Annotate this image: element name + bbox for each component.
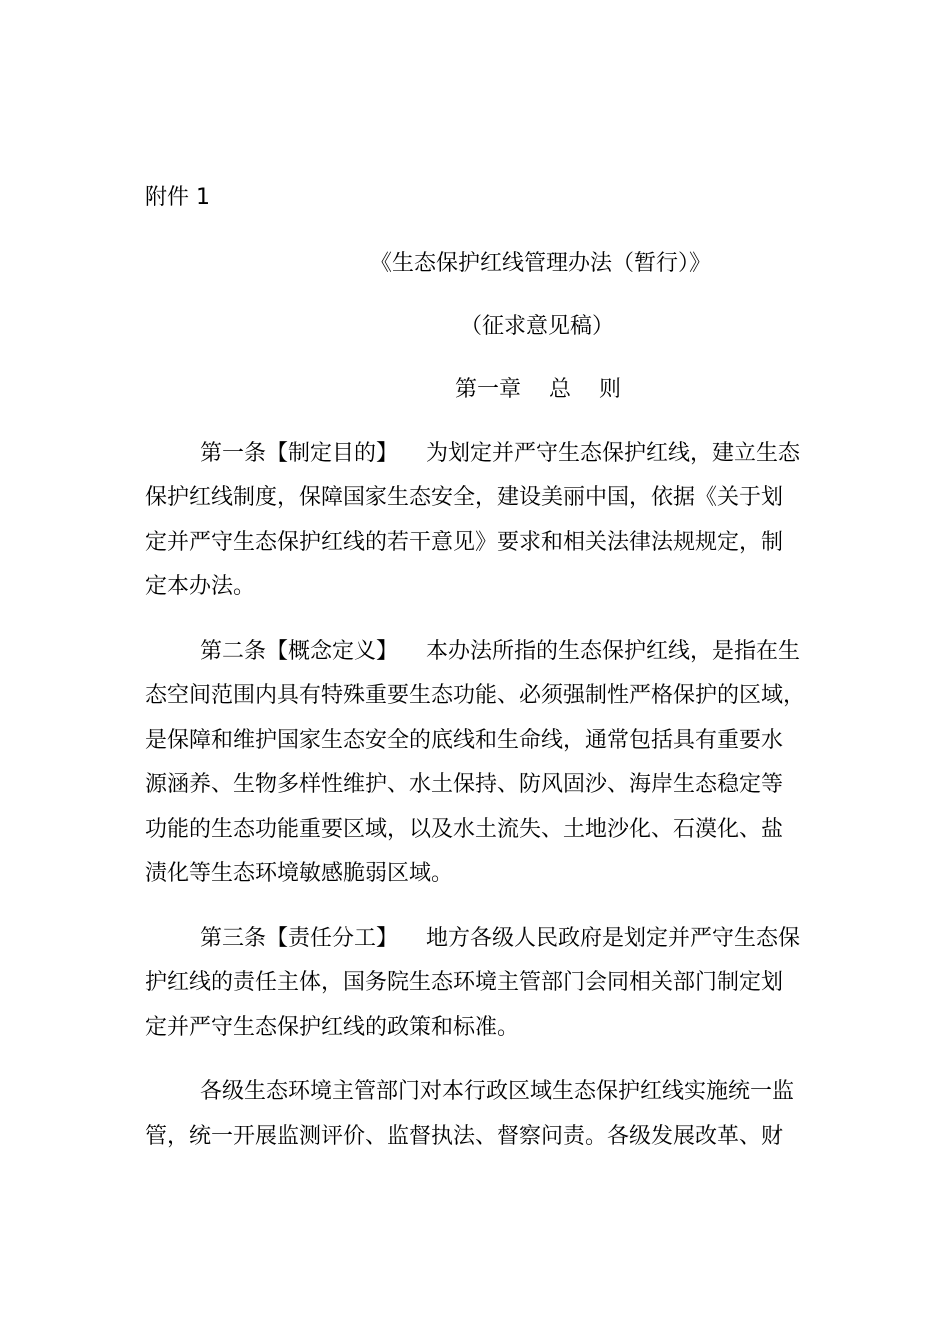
paragraph-line: 各级生态环境主管部门对本行政区域生态保护红线实施统一监 (200, 1079, 795, 1104)
paragraph-line: 是保障和维护国家生态安全的底线和生命线，通常包括具有重要水 (145, 728, 784, 753)
paragraph-line: 源涵养、生物多样性维护、水土保持、防风固沙、海岸生态稳定等 (145, 772, 784, 797)
attachment-label: 附件 1 (145, 185, 210, 210)
chapter-heading: 第一章 总 则 (455, 377, 621, 402)
paragraph-line: 渍化等生态环境敏感脆弱区域。 (145, 861, 454, 886)
paragraph-line: 第三条【责任分工】 地方各级人民政府是划定并严守生态保 (200, 926, 800, 951)
document-title: 《生态保护红线管理办法（暂行）》 (370, 251, 712, 276)
paragraph-line: 管，统一开展监测评价、监督执法、督察问责。各级发展改革、财 (145, 1124, 784, 1149)
paragraph-line: 定本办法。 (145, 574, 256, 599)
document-subtitle: （征求意见稿） (460, 314, 615, 339)
paragraph-line: 护红线的责任主体，国务院生态环境主管部门会同相关部门制定划 (145, 970, 784, 995)
paragraph-line: 第二条【概念定义】 本办法所指的生态保护红线，是指在生 (200, 639, 800, 664)
paragraph-line: 定并严守生态保护红线的政策和标准。 (145, 1015, 520, 1040)
paragraph-line: 定并严守生态保护红线的若干意见》要求和相关法律法规规定，制 (145, 530, 784, 555)
paragraph-line: 第一条【制定目的】 为划定并严守生态保护红线，建立生态 (200, 441, 800, 466)
paragraph-line: 保护红线制度，保障国家生态安全，建设美丽中国，依据《关于划 (145, 485, 784, 510)
paragraph-line: 功能的生态功能重要区域，以及水土流失、土地沙化、石漠化、盐 (145, 817, 784, 842)
paragraph-line: 态空间范围内具有特殊重要生态功能、必须强制性严格保护的区域， (145, 683, 806, 708)
